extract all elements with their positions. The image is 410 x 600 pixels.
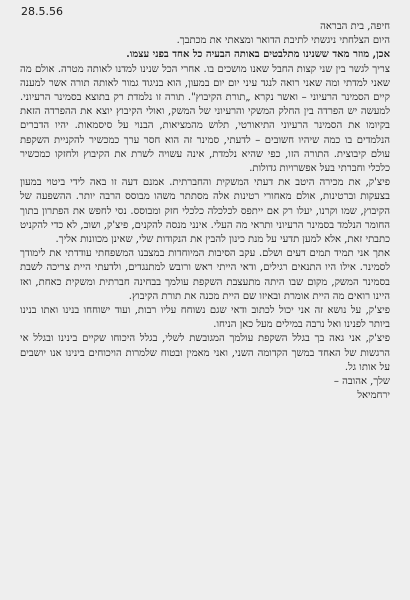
letter-date: 28.5.56 bbox=[21, 5, 63, 18]
paragraph-4: פיצ'ק, את מכירה היטב את דעתי המשקית והחברתית. אמנם דעה זו באה לידי ביטוי במעון בצעקות וברטינות, אולם מאחורי רטינות אלה מסתתר משהו מבוסס הרבה יותר. ההשפעה של הקיבוץ, שמו וקרנו, יעלו רק אם ייתפס לכלכלה כלכלי חזק ומבוסס. נסי לחפש את הפתרון בתוך החומר הנלמד בסמינר הרעיוני ותראי מה העלי. אינני מנסה להקנים, פיצ'ק, ושוב, לא כדי להקניט כתבתי זאת, אלא למען תדעי על מנת כינון להבין את הנקודות שלי, שאינן מכוונות אליך. bbox=[20, 177, 390, 246]
paragraph-6: פיצ'ק, על נושא זה אני יכול לכתוב ודאי שגם נשוחח עליו רבות, ועוד ישוחחו בנינו ואתו בנינו ביותר לפנינו ואל נרבה במילים מעל כאן הניחו. bbox=[20, 305, 390, 331]
letter-signature: ירחמיאל bbox=[357, 390, 390, 402]
paragraph-1: היום הצלחתי ניגשתי לתיבת הדואר ומצאתי את מכתבך. bbox=[176, 35, 390, 47]
paragraph-7: פיצ'ק, אני גאה בך בגלל השקפת עולמך המגובשת לשלי, בגלל היכוחו שקיים בינינו ובגלל אי הרגשות של האחד במשך הקדומה השני, ואני מאמין ובטוח שלמרות הויכוחים בינינו אנו יושבים על אותו גל. bbox=[20, 333, 390, 373]
letter-place: חיפה, בית הבראה bbox=[320, 21, 390, 32]
letter-closing: שלך, אהובה – bbox=[333, 376, 390, 388]
paragraph-3: צריך לגשר בין שני קצות החבל שאנו מושכים בו. אחרי הכל שנינו למדנו לאותה מטרה. אולם מה שאני למדתי ומה שאני רואה לנגד עיני יום יום במעון, הוא בניגוד גמור לאותה תורה אשר למענה קיים הסמינר הרעיוני – ואשר נקרא „תורת הקיבוץ". תורה זו נלמדת רק בתוצא בסמינר הרעיוני. למעשה יש הפרדה בין החלק המשקי והרעיוני של המשק, ואולי הקיבוץ יוצא את ההפרדה הזאת בקיומו את הסמינר הרעיוני התיאורטי, תלוש מהמציאות, הבנוי על סיסמאות. יהיו הדברים הנלמדים בו כמה שיהיו חשובים – לדעתי, סמינר זה הוא חסר ערך כמכשיר להקניית השקפת עולם קיבוצית. התורה הזו, כפי שהיא נלמדת, אינה עשויה לשרת את הקיבוץ ולחזקו כמכשיר כלכלי וחברתי בעל אפשרויות גדולות. bbox=[20, 63, 390, 175]
paragraph-2: אכן, מוזר מאד ששנינו מתלבטים באותה הבעיה כל אחד בפני עצמו. bbox=[126, 49, 390, 61]
letter-body bbox=[20, 20, 390, 403]
paragraph-5: אתך אני תמיד תמים דעים ושלם. עקב הסיבות המיוחדות במצבנו המשפחתי עודדתי את לימודך לסמינר. אילו היו התנאים רגילים, ודאי הייתי ראש ורובש למתנגדים, ולדעתי היית צריכה לשבת בסמינר המשק, מקום שבו היתה מתעצבת השקפת עולמך בבחינה חברתית ומשקית כאחת, ואז היינו רואים מה היית אומרת ובאיזו שם היית מכנה את תורת הקיבוץ. bbox=[20, 248, 390, 302]
